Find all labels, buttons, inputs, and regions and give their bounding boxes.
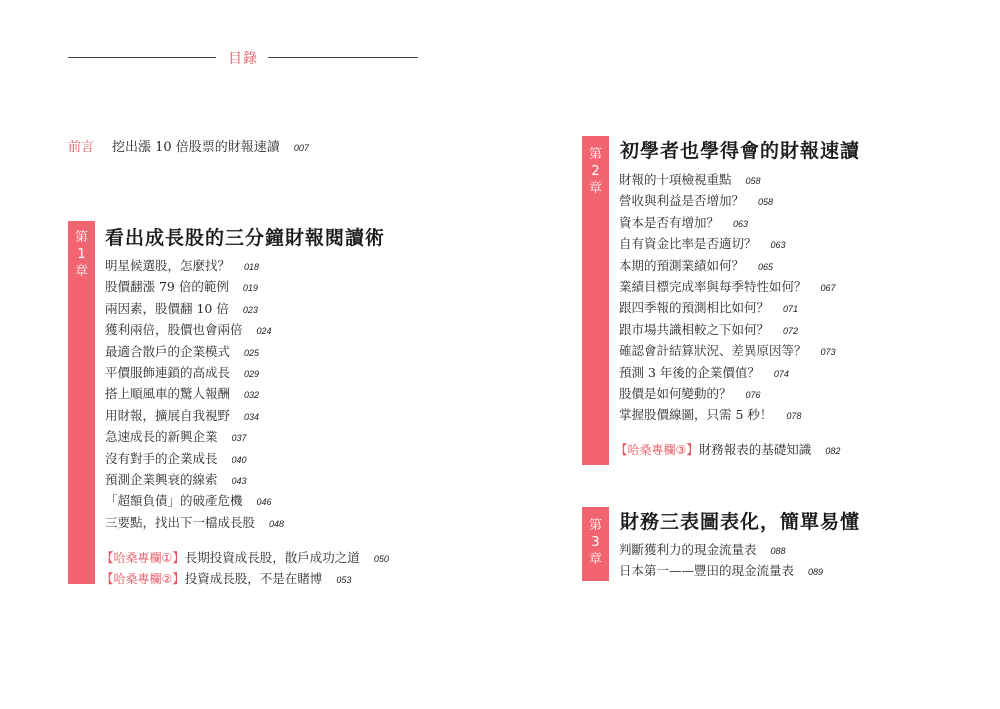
chapter2-title: 初學者也學得會的財報速讀: [620, 140, 861, 162]
chapter3-title: 財務三表圖表化，簡單易懂: [620, 511, 861, 533]
list-item[interactable]: 財報的十項檢視重點 058: [619, 172, 761, 187]
list-item[interactable]: 日本第一——豐田的現金流量表 089: [619, 563, 824, 579]
list-item[interactable]: 自有資金比率是否適切？ 063: [619, 236, 786, 252]
list-item[interactable]: 三要點，找出下一檔成長股 048: [105, 514, 285, 530]
list-item[interactable]: 預測企業興衰的線索 043: [105, 471, 247, 487]
list-item[interactable]: 股價是如何變動的？ 076: [619, 385, 761, 401]
list-item[interactable]: 明星候選股，怎麼找？ 018: [105, 258, 260, 273]
list-item[interactable]: 判斷獲利力的現金流量表 088: [619, 542, 786, 557]
chapter1-label: 第 1 章: [74, 230, 88, 279]
list-item[interactable]: 跟四季報的預測相比如何？ 071: [619, 300, 799, 316]
preface-label: 前言: [68, 140, 95, 155]
list-item[interactable]: 資本是否有增加？ 063: [619, 214, 749, 230]
list-item[interactable]: 預測 3 年後的企業價值？ 074: [619, 364, 789, 380]
chapter3-list: [619, 539, 823, 582]
header-rule-left: [68, 57, 216, 58]
list-item[interactable]: 兩因素，股價翻 10 倍 023: [105, 300, 258, 316]
list-item[interactable]: 急速成長的新興企業 037: [105, 429, 247, 445]
list-item[interactable]: 沒有對手的企業成長 040: [105, 450, 247, 466]
list-item[interactable]: 股價翻漲 79 倍的範例 019: [105, 279, 258, 295]
preface-page: 007: [293, 143, 309, 153]
chapter2-columns: [615, 439, 840, 460]
chapter1-title: 看出成長股的三分鐘財報閱讀術: [105, 227, 386, 249]
list-item[interactable]: 本期的預測業績如何？ 065: [619, 257, 774, 273]
list-item[interactable]: 跟市場共識相較之下如何？ 072: [619, 321, 799, 337]
preface-title: 挖出漲 10 倍股票的財報速讀: [112, 140, 280, 155]
list-item[interactable]: 確認會計結算狀況、差異原因等？ 073: [619, 343, 836, 359]
header-rule-right: [268, 57, 418, 58]
list-item[interactable]: 用財報，擴展自我視野 034: [105, 407, 260, 423]
list-item[interactable]: 「超額負債」的破產危機 046: [105, 493, 272, 509]
list-item[interactable]: 獲利兩倍，股價也會兩倍 024: [105, 322, 272, 338]
list-item[interactable]: 營收與利益是否增加？ 058: [619, 193, 774, 209]
chapter1-list: [105, 255, 284, 533]
column-item[interactable]: 【哈桑專欄③】財務報表的基礎知識 082: [615, 442, 841, 457]
list-item[interactable]: 搭上順風車的驚人報酬 032: [105, 386, 260, 402]
column-item[interactable]: 【哈桑專欄②】投資成長股，不是在賭博 053: [101, 571, 352, 587]
chapter2-label: 第 2 章: [588, 147, 602, 196]
list-item[interactable]: 最適合散戶的企業模式 025: [105, 343, 260, 359]
column-item[interactable]: 【哈桑專欄①】長期投資成長股，散戶成功之道 050: [101, 550, 389, 565]
page-title: 目錄: [228, 51, 258, 67]
list-item[interactable]: 掌握股價線圖，只需 5 秒！ 078: [619, 407, 802, 423]
list-item[interactable]: 平價服飾連鎖的高成長 029: [105, 364, 260, 380]
chapter1-columns: [101, 547, 389, 590]
chapter2-list: [619, 169, 836, 426]
list-item[interactable]: 業績目標完成率與每季特性如何？ 067: [619, 278, 836, 294]
preface-entry[interactable]: [112, 136, 309, 155]
chapter3-label: 第 3 章: [588, 518, 602, 567]
